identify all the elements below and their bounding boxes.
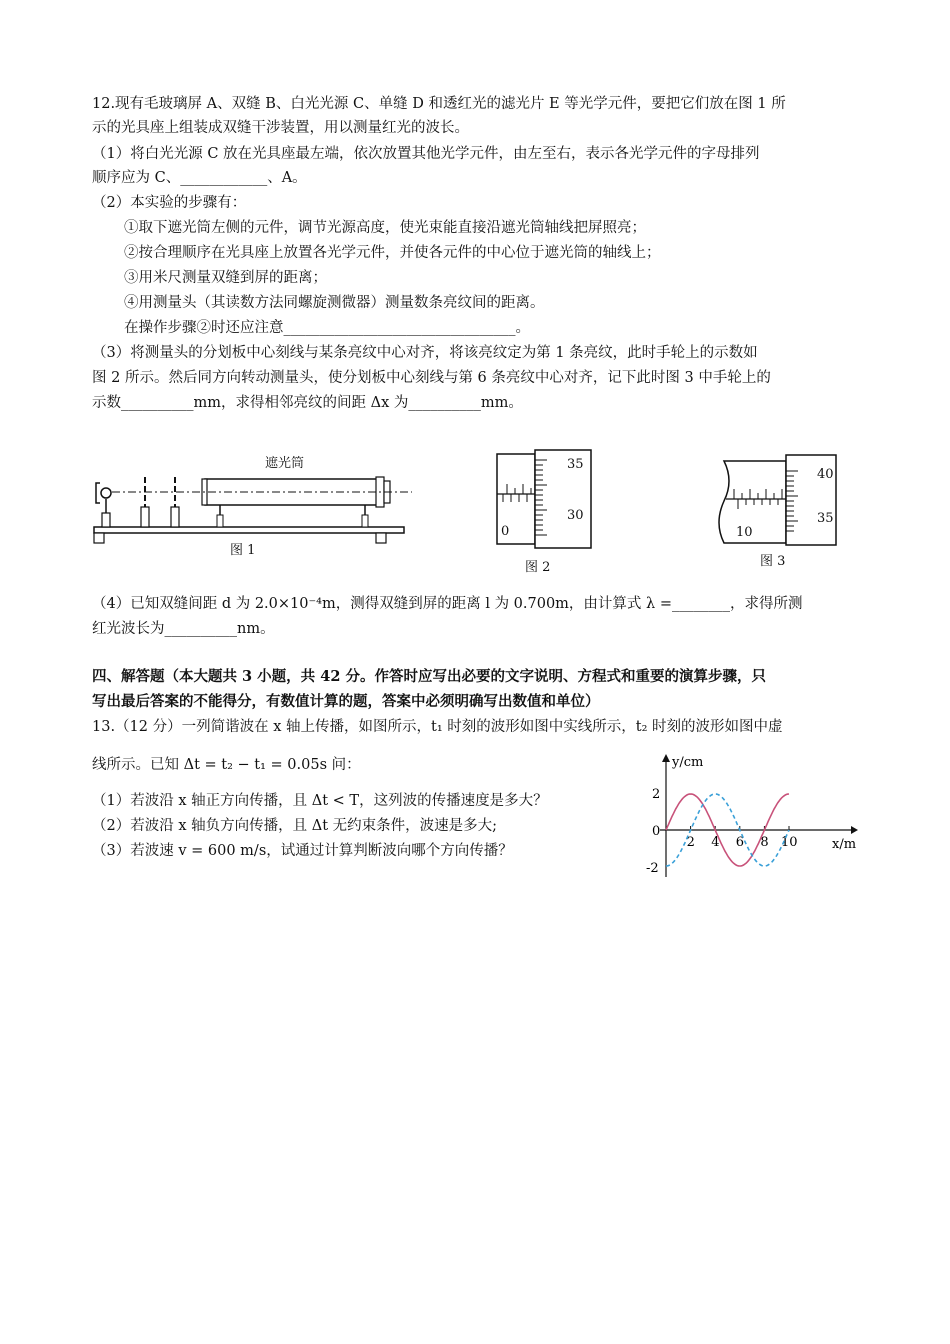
x-tick-label-10: 10 — [781, 835, 798, 850]
q12-part1-line2: 顺序应为 C、____________、A。 — [92, 170, 307, 186]
q12-step3: ③用米尺测量双缝到屏的距离； — [124, 270, 327, 286]
q13-line1: 13.（12 分）一列简谐波在 x 轴上传播，如图所示，t₁ 时刻的波形如图中实线所示，t₂ 时刻的波形如图中虚 — [92, 719, 783, 735]
figure-3-caption: 图 3 — [760, 554, 786, 569]
figure-3-micrometer — [714, 453, 839, 569]
x-axis-label: x/m — [832, 837, 857, 852]
q12-part3-line2: 图 2 所示。然后同方向转动测量头，使分划板中心刻线与第 6 条亮纹中心对齐，记下此时图 3 中手轮上的 — [92, 370, 771, 386]
figure-1-tube-label: 遮光筒 — [265, 456, 305, 471]
q12-part4-line1: （4）已知双缝间距 d 为 2.0×10⁻⁴m，测得双缝到屏的距离 l 为 0.700m，由计算式 λ =________，求得所测 — [92, 596, 803, 612]
q12-step-note: 在操作步骤②时还应注意________________________________。 — [124, 320, 530, 336]
q12-part3-line1: （3）将测量头的分划板中心刻线与某条亮纹中心对齐，将该亮纹定为第 1 条亮纹，此时手轮上的示数如 — [92, 345, 758, 361]
y-tick-label-0: 0 — [652, 824, 661, 839]
x-axis-arrow — [851, 826, 858, 834]
figure-2-micrometer — [495, 448, 595, 575]
section4-line2: 写出最后答案的不能得分，有数值计算的题，答案中必须明确写出数值和单位） — [92, 693, 600, 710]
q12-line2: 示的光具座上组装成双缝干涉装置，用以测量红光的波长。 — [92, 120, 469, 136]
y-tick-label-neg2: -2 — [646, 861, 659, 876]
q12-step1: ①取下遮光筒左侧的元件，调节光源高度，使光束能直接沿遮光筒轴线把屏照亮； — [124, 220, 646, 236]
q12-part4-line2: 红光波长为__________nm。 — [92, 621, 275, 637]
y-axis-label: y/cm — [672, 755, 704, 770]
q12-step4: ④用测量头（其读数方法同螺旋测微器）测量数条亮纹间的距离。 — [124, 295, 545, 311]
figure-3-main-10: 10 — [736, 525, 753, 540]
q13-sub1: （1）若波沿 x 轴正方向传播，且 Δt < T，这列波的传播速度是多大？ — [92, 793, 548, 809]
x-tick-label-8: 8 — [760, 835, 769, 850]
figure-1-caption: 图 1 — [230, 543, 256, 558]
q12-part1-line1: （1）将白光光源 C 放在光具座最左端，依次放置其他光学元件，由左至右，表示各光学元件的字母排列 — [92, 146, 760, 162]
figure-2-main-zero: 0 — [501, 524, 510, 539]
wave-chart-svg — [646, 752, 861, 882]
figure-3-tick-35: 35 — [817, 511, 834, 526]
figure-3-tick-40: 40 — [817, 467, 834, 482]
x-tick-label-4: 4 — [711, 835, 720, 850]
section4-line1: 四、解答题（本大题共 3 小题，共 42 分。作答时应写出必要的文字说明、方程式和重要的演算步骤，只 — [92, 668, 766, 685]
q13-sub2: （2）若波沿 x 轴负方向传播，且 Δt 无约束条件，波速是多大; — [92, 818, 498, 834]
q12-part3-line3: 示数__________mm，求得相邻亮纹的间距 Δx 为__________mm。 — [92, 395, 523, 411]
q12-line1: 12.现有毛玻璃屏 A、双缝 B、白光光源 C、单缝 D 和透红光的滤光片 E 等光学元件，要把它们放在图 1 所 — [92, 96, 786, 112]
figure-2-tick-35: 35 — [567, 457, 584, 472]
y-tick-label-2: 2 — [652, 787, 661, 802]
figure-2-caption: 图 2 — [525, 560, 551, 575]
q13-sub3: （3）若波速 v = 600 m/s，试通过计算判断波向哪个方向传播？ — [92, 843, 513, 859]
q12-step2: ②按合理顺序在光具座上放置各光学元件，并使各元件的中心位于遮光筒的轴线上； — [124, 245, 661, 261]
wave-chart — [646, 752, 861, 882]
q12-part2-head: （2）本实验的步骤有： — [92, 195, 247, 211]
figure-1-optical-bench — [90, 455, 420, 560]
y-axis-arrow — [662, 754, 670, 762]
x-tick-label-6: 6 — [735, 835, 745, 850]
figure-2-tick-30: 30 — [567, 508, 584, 523]
x-tick-label-2: 2 — [686, 835, 695, 850]
q13-line2: 线所示。已知 Δt = t₂ − t₁ = 0.05s 问： — [92, 757, 361, 773]
